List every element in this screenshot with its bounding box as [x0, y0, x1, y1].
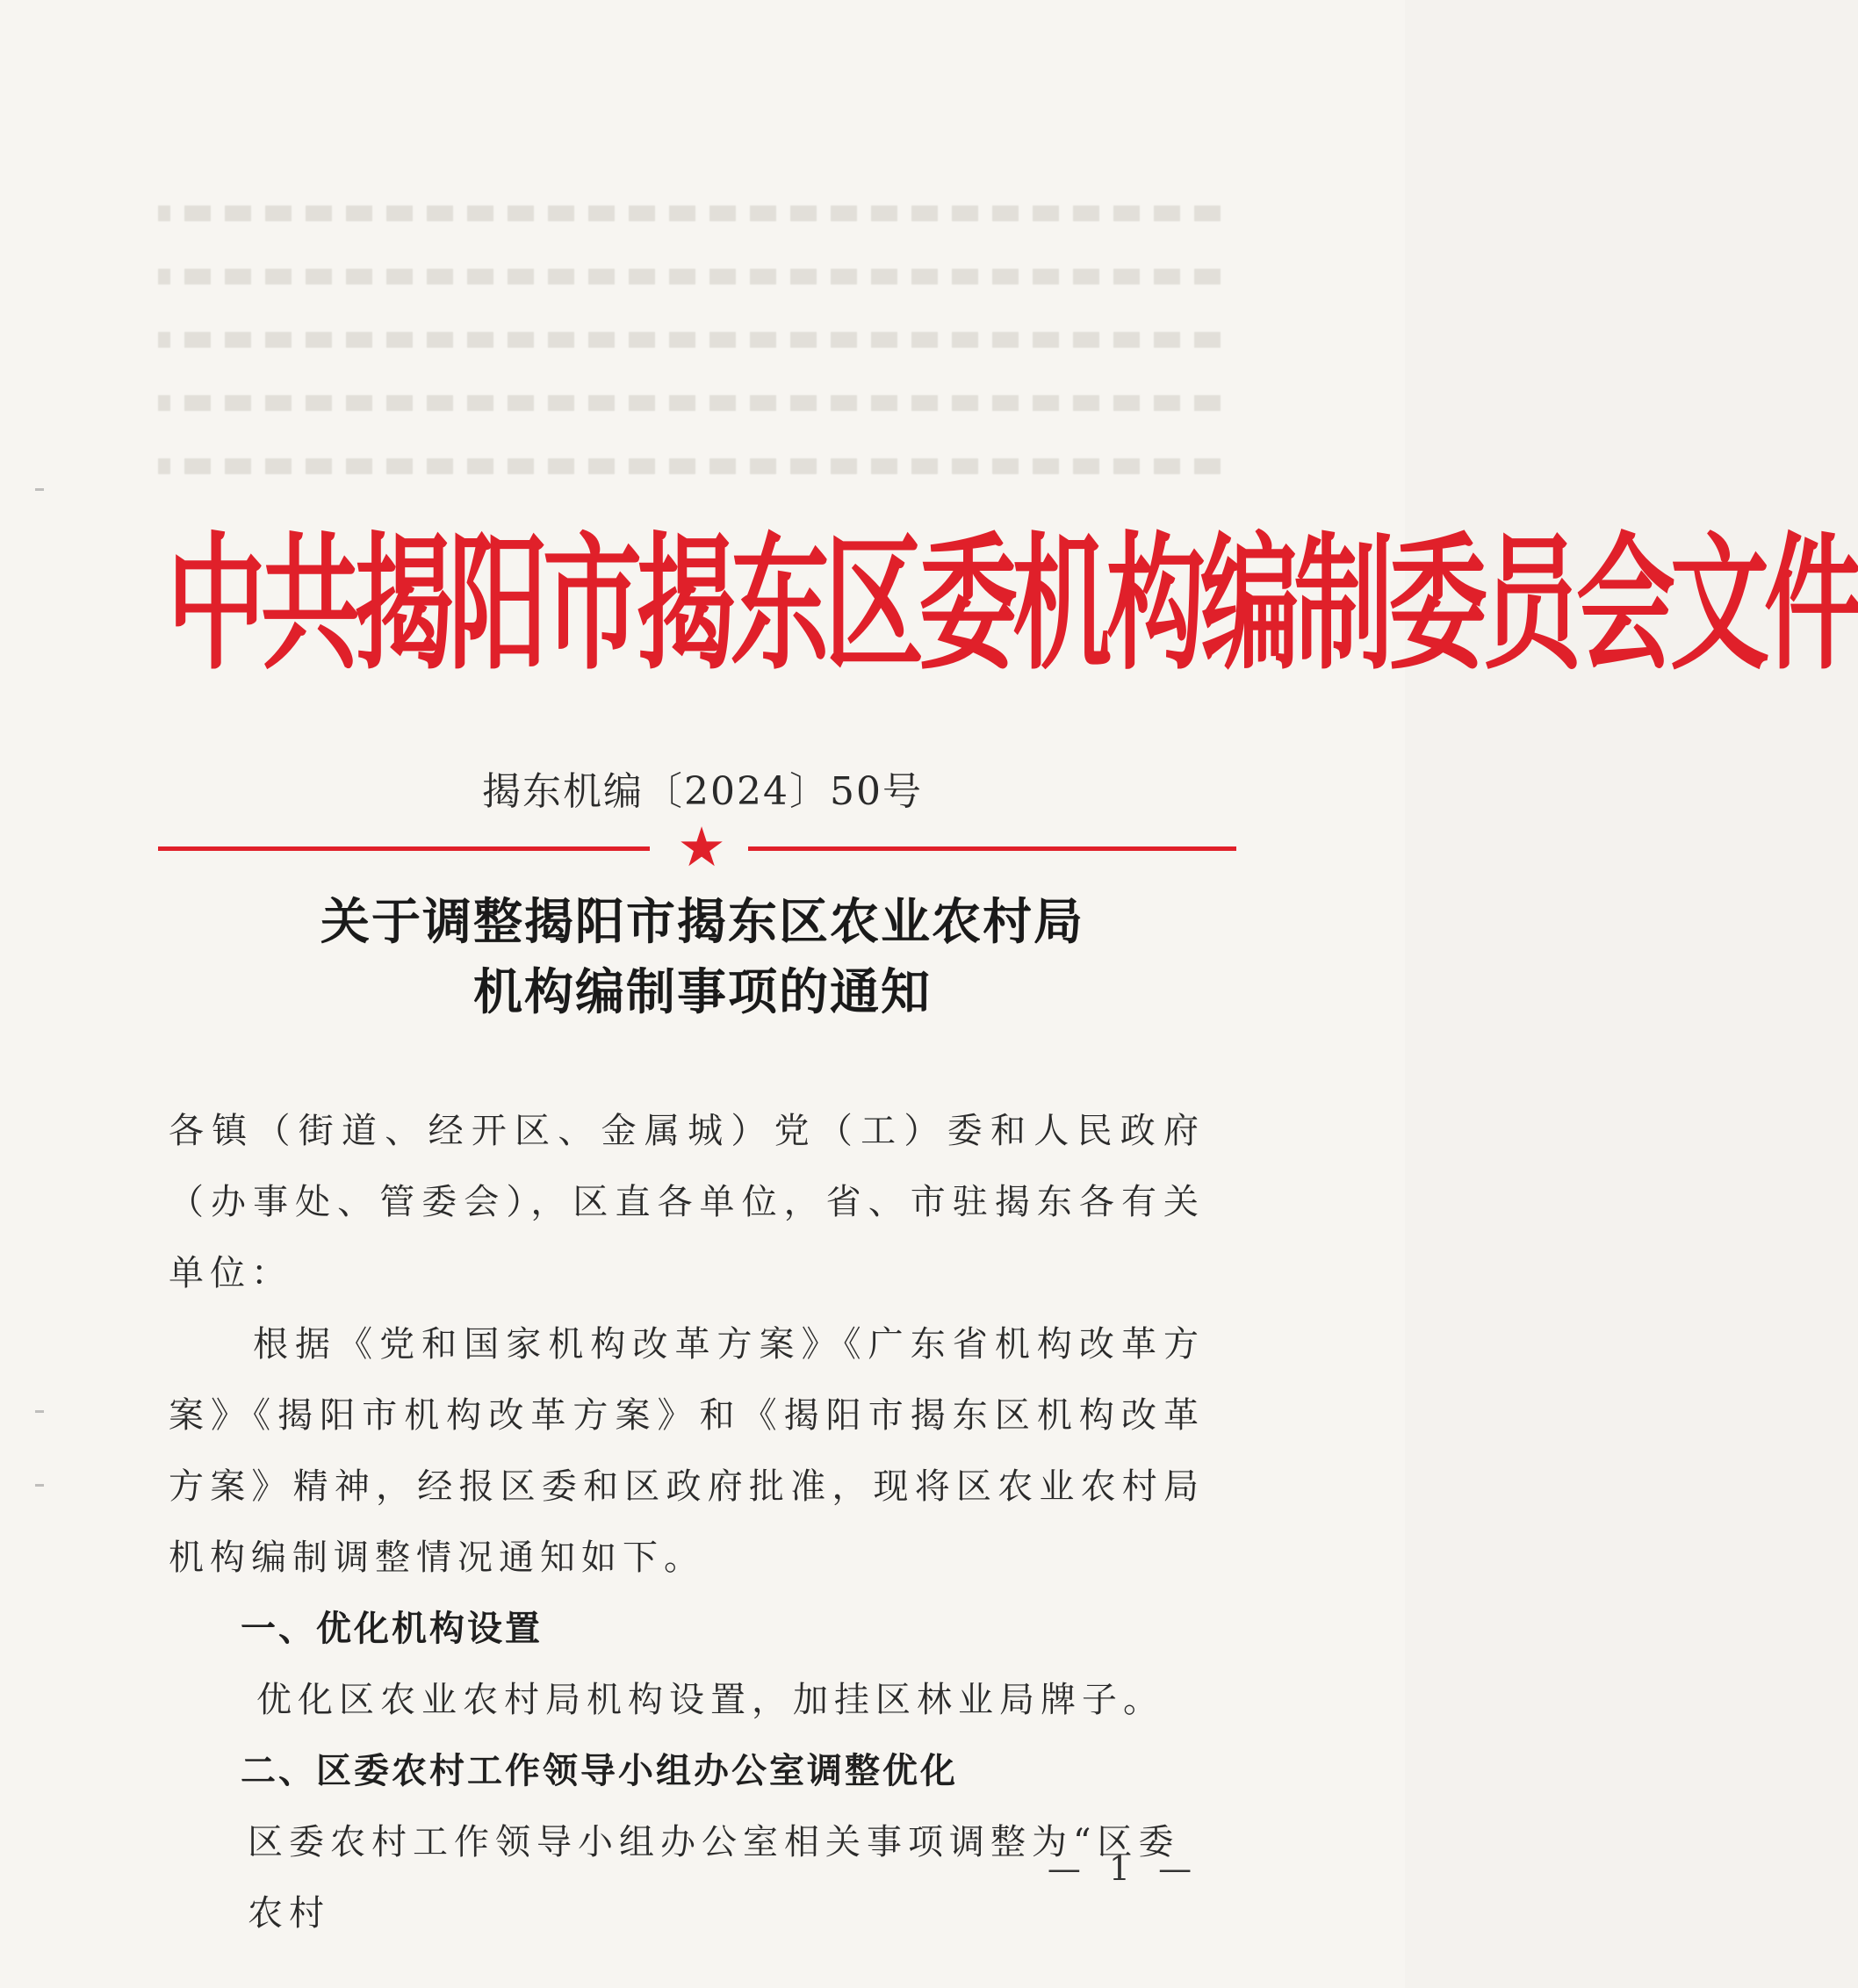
red-divider-right: [748, 846, 1236, 851]
red-divider-left: [158, 846, 650, 851]
notice-title-line-1: 关于调整揭阳市揭东区农业农村局: [320, 893, 1084, 951]
document-body: [169, 1096, 1205, 1949]
section-1-heading: 一、优化机构设置: [241, 1609, 543, 1649]
notice-title-line-2: 机构编制事项的通知: [473, 963, 932, 1021]
bleed-through-texture: [158, 158, 1221, 474]
addressee-paragraph: 各镇（街道、经开区、金属城）党（工）委和人民政府（办事处、管委会），区直各单位，省、市驻揭东各有关单位：: [169, 1111, 1205, 1293]
scan-edge-mark: [35, 1410, 44, 1413]
scan-edge-mark: [35, 1484, 44, 1487]
page-number: — 1 —: [1047, 1849, 1201, 1888]
red-star-icon: ★: [677, 815, 726, 879]
document-header-title: 中共揭阳市揭东区委机构编制委员会文件: [167, 518, 1858, 690]
scan-edge-mark: [35, 488, 44, 491]
intro-paragraph: 根据《党和国家机构改革方案》《广东省机构改革方案》《揭阳市机构改革方案》和《揭阳市揭东区机构改革方案》精神，经报区委和区政府批准，现将区农业农村局机构编制调整情况通知如下。: [169, 1324, 1205, 1578]
section-1-text: 优化区农业农村局机构设置，加挂区林业局牌子。: [256, 1680, 1164, 1720]
section-2-heading: 二、区委农村工作领导小组办公室调整优化: [241, 1751, 958, 1791]
document-number: 揭东机编〔2024〕50号: [482, 769, 923, 814]
section-2-text: 区委农村工作领导小组办公室相关事项调整为“区委农村: [248, 1822, 1180, 1934]
